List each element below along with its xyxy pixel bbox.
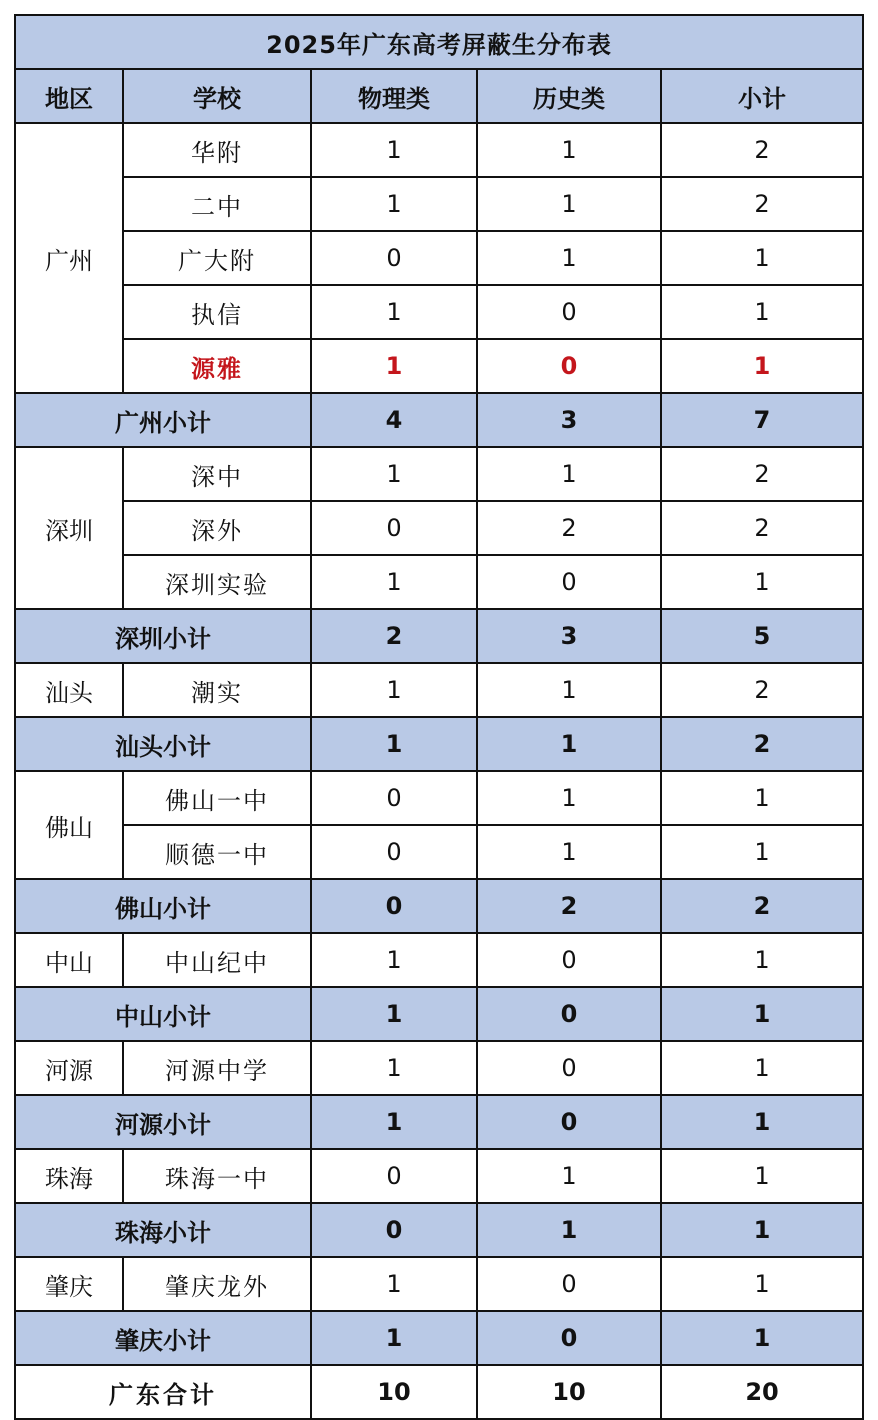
summary-subtotal-cell: 1 [661, 1203, 863, 1257]
summary-physics-cell: 0 [311, 1203, 477, 1257]
total-subtotal-cell: 20 [661, 1365, 863, 1419]
physics-cell: 1 [311, 1041, 477, 1095]
school-name-cell: 珠海一中 [123, 1149, 311, 1203]
history-cell: 1 [477, 231, 661, 285]
history-cell: 1 [477, 447, 661, 501]
summary-physics-cell: 1 [311, 717, 477, 771]
school-row [15, 555, 863, 609]
header-row [15, 69, 863, 123]
header-subtotal: 小计 [661, 69, 863, 123]
header-region: 地区 [15, 69, 123, 123]
summary-subtotal-cell: 2 [661, 717, 863, 771]
subtotal-cell: 1 [661, 339, 863, 393]
summary-label-cell: 广州小计 [15, 393, 311, 447]
school-name-cell: 深圳实验 [123, 555, 311, 609]
school-name-cell: 顺德一中 [123, 825, 311, 879]
total-history-cell: 10 [477, 1365, 661, 1419]
subtotal-cell: 1 [661, 933, 863, 987]
history-cell: 0 [477, 285, 661, 339]
table-container [14, 14, 862, 1409]
school-row [15, 825, 863, 879]
header-history: 历史类 [477, 69, 661, 123]
physics-cell: 1 [311, 339, 477, 393]
summary-physics-cell: 0 [311, 879, 477, 933]
region-cell: 广州 [15, 123, 123, 393]
region-summary-row [15, 393, 863, 447]
summary-label-cell: 中山小计 [15, 987, 311, 1041]
summary-subtotal-cell: 1 [661, 987, 863, 1041]
summary-history-cell: 3 [477, 609, 661, 663]
header-school: 学校 [123, 69, 311, 123]
school-row [15, 933, 863, 987]
history-cell: 1 [477, 177, 661, 231]
region-cell: 珠海 [15, 1149, 123, 1203]
region-summary-row [15, 609, 863, 663]
summary-subtotal-cell: 5 [661, 609, 863, 663]
physics-cell: 1 [311, 663, 477, 717]
school-row [15, 177, 863, 231]
school-name-cell: 二中 [123, 177, 311, 231]
region-cell: 佛山 [15, 771, 123, 879]
physics-cell: 0 [311, 771, 477, 825]
school-name-cell: 河源中学 [123, 1041, 311, 1095]
physics-cell: 1 [311, 123, 477, 177]
subtotal-cell: 1 [661, 1041, 863, 1095]
school-row [15, 339, 863, 393]
summary-label-cell: 汕头小计 [15, 717, 311, 771]
school-row [15, 285, 863, 339]
summary-history-cell: 1 [477, 1203, 661, 1257]
subtotal-cell: 1 [661, 231, 863, 285]
region-cell: 深圳 [15, 447, 123, 609]
physics-cell: 1 [311, 1257, 477, 1311]
physics-cell: 0 [311, 1149, 477, 1203]
school-row [15, 447, 863, 501]
school-name-cell: 佛山一中 [123, 771, 311, 825]
summary-label-cell: 佛山小计 [15, 879, 311, 933]
subtotal-cell: 1 [661, 825, 863, 879]
school-row [15, 1257, 863, 1311]
region-summary-row [15, 717, 863, 771]
summary-physics-cell: 2 [311, 609, 477, 663]
region-cell: 肇庆 [15, 1257, 123, 1311]
school-name-cell: 执信 [123, 285, 311, 339]
physics-cell: 1 [311, 933, 477, 987]
summary-physics-cell: 4 [311, 393, 477, 447]
summary-history-cell: 0 [477, 1095, 661, 1149]
region-cell: 汕头 [15, 663, 123, 717]
total-physics-cell: 10 [311, 1365, 477, 1419]
history-cell: 0 [477, 1257, 661, 1311]
physics-cell: 0 [311, 501, 477, 555]
subtotal-cell: 1 [661, 1257, 863, 1311]
summary-label-cell: 深圳小计 [15, 609, 311, 663]
physics-cell: 1 [311, 177, 477, 231]
history-cell: 0 [477, 1041, 661, 1095]
school-row [15, 771, 863, 825]
school-name-cell: 中山纪中 [123, 933, 311, 987]
history-cell: 1 [477, 825, 661, 879]
summary-physics-cell: 1 [311, 1311, 477, 1365]
school-row [15, 231, 863, 285]
region-summary-row [15, 879, 863, 933]
title-row [15, 15, 863, 69]
summary-history-cell: 2 [477, 879, 661, 933]
region-summary-row [15, 987, 863, 1041]
subtotal-cell: 1 [661, 1149, 863, 1203]
region-summary-row [15, 1095, 863, 1149]
summary-label-cell: 珠海小计 [15, 1203, 311, 1257]
summary-label-cell: 河源小计 [15, 1095, 311, 1149]
physics-cell: 1 [311, 285, 477, 339]
summary-history-cell: 0 [477, 1311, 661, 1365]
physics-cell: 0 [311, 231, 477, 285]
summary-physics-cell: 1 [311, 1095, 477, 1149]
header-physics: 物理类 [311, 69, 477, 123]
school-name-cell: 源雅 [123, 339, 311, 393]
subtotal-cell: 1 [661, 771, 863, 825]
distribution-table [14, 14, 864, 1420]
summary-history-cell: 1 [477, 717, 661, 771]
history-cell: 1 [477, 123, 661, 177]
subtotal-cell: 2 [661, 501, 863, 555]
summary-history-cell: 3 [477, 393, 661, 447]
subtotal-cell: 1 [661, 285, 863, 339]
grand-total-row [15, 1365, 863, 1419]
summary-subtotal-cell: 1 [661, 1311, 863, 1365]
history-cell: 0 [477, 933, 661, 987]
school-name-cell: 深外 [123, 501, 311, 555]
summary-subtotal-cell: 1 [661, 1095, 863, 1149]
physics-cell: 0 [311, 825, 477, 879]
summary-subtotal-cell: 2 [661, 879, 863, 933]
history-cell: 0 [477, 339, 661, 393]
physics-cell: 1 [311, 555, 477, 609]
history-cell: 1 [477, 771, 661, 825]
history-cell: 0 [477, 555, 661, 609]
school-row [15, 123, 863, 177]
school-name-cell: 华附 [123, 123, 311, 177]
summary-label-cell: 肇庆小计 [15, 1311, 311, 1365]
subtotal-cell: 2 [661, 447, 863, 501]
history-cell: 2 [477, 501, 661, 555]
school-name-cell: 深中 [123, 447, 311, 501]
subtotal-cell: 2 [661, 663, 863, 717]
summary-history-cell: 0 [477, 987, 661, 1041]
history-cell: 1 [477, 1149, 661, 1203]
summary-subtotal-cell: 7 [661, 393, 863, 447]
subtotal-cell: 2 [661, 177, 863, 231]
subtotal-cell: 1 [661, 555, 863, 609]
region-cell: 中山 [15, 933, 123, 987]
school-row [15, 663, 863, 717]
physics-cell: 1 [311, 447, 477, 501]
school-name-cell: 肇庆龙外 [123, 1257, 311, 1311]
total-label-cell: 广东合计 [15, 1365, 311, 1419]
history-cell: 1 [477, 663, 661, 717]
school-row [15, 1149, 863, 1203]
school-row [15, 1041, 863, 1095]
subtotal-cell: 2 [661, 123, 863, 177]
school-row [15, 501, 863, 555]
school-name-cell: 广大附 [123, 231, 311, 285]
summary-physics-cell: 1 [311, 987, 477, 1041]
table-title: 2025年广东高考屏蔽生分布表 [15, 15, 863, 69]
region-cell: 河源 [15, 1041, 123, 1095]
region-summary-row [15, 1203, 863, 1257]
region-summary-row [15, 1311, 863, 1365]
school-name-cell: 潮实 [123, 663, 311, 717]
